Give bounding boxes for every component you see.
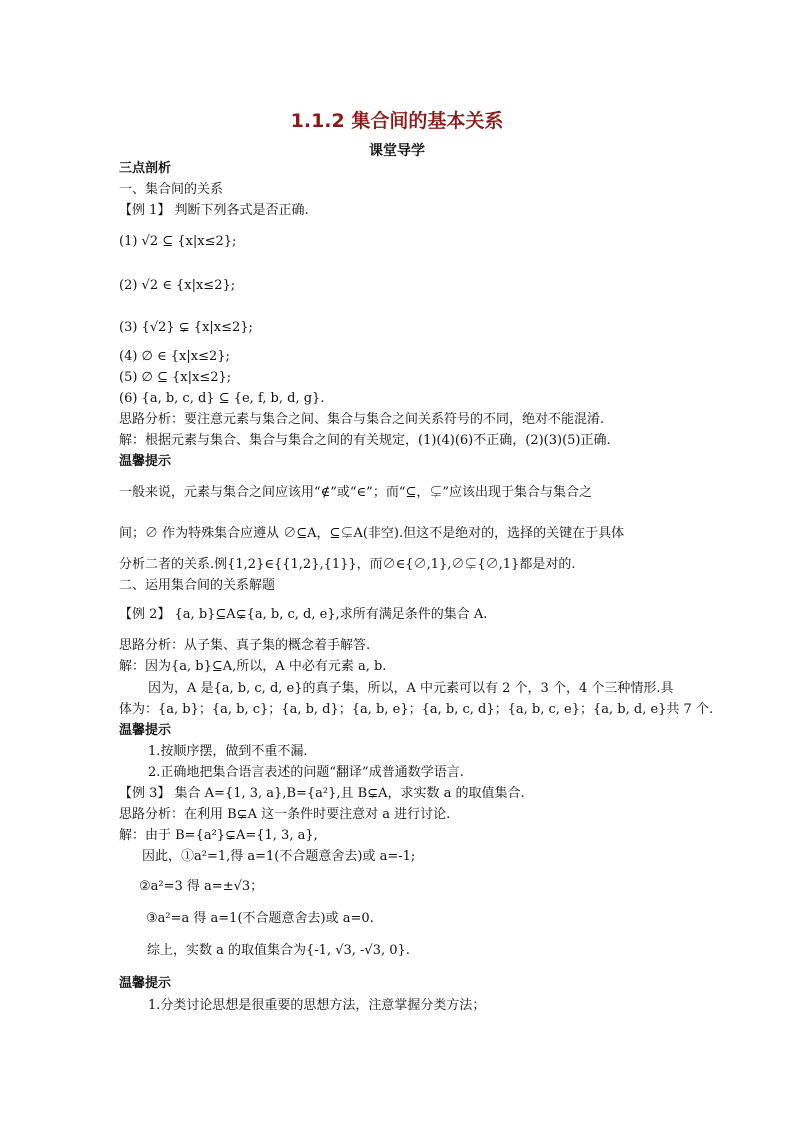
- example-heading: 【例 2】 {a, b}⊆A⊊{a, b, c, d, e},求所有满足条件的集合 A.: [119, 607, 488, 622]
- doc-line: 因为，A 是{a, b, c, d, e}的真子集，所以，A 中元素可以有 2 个，3 个，4 个三种情形.具: [148, 681, 674, 696]
- solution-text: 解：因为{a, b}⊆A,所以，A 中必有元素 a, b.: [119, 659, 387, 674]
- doc-line: (4) ∅ ∈ {x|x≤2};: [119, 349, 230, 364]
- doc-line: (6) {a, b, c, d} ⊆ {e, f, b, d, g}.: [119, 391, 325, 406]
- doc-line: 综上，实数 a 的取值集合为{-1, √3, -√3, 0}.: [147, 943, 410, 958]
- section-heading: 三点剖析: [119, 161, 172, 176]
- example-heading: 【例 3】 集合 A={1, 3, a},B={a²},且 B⊊A，求实数 a 的取值集合.: [119, 786, 525, 801]
- doc-line: 1.按顺序摆，做到不重不漏.: [148, 744, 308, 759]
- doc-line: 1.分类讨论思想是很重要的思想方法，注意掌握分类方法；: [148, 998, 486, 1013]
- doc-line: 因此，①a²=1,得 a=1(不合题意舍去)或 a=-1;: [142, 849, 416, 864]
- solution-text: 解：根据元素与集合、集合与集合之间的有关规定，(1)(4)(6)不正确，(2)(3)(5)正确.: [119, 433, 611, 448]
- doc-line: 间；∅ 作为特殊集合应遵从 ∅⊆A，⊆⊊A(非空).但这不是绝对的，选择的关键在于具体: [119, 526, 625, 541]
- tip-heading: 温馨提示: [119, 976, 172, 991]
- doc-line: 分析二者的关系.例{1,2}∈{{1,2},{1}}，而∅∈{∅,1},∅⊊{∅,1}都是对的.: [119, 557, 576, 572]
- doc-line: (1) √2 ⊆ {x|x≤2};: [119, 234, 237, 249]
- doc-line: 2.正确地把集合语言表述的问题“翻译”成普通数学语言.: [148, 765, 464, 780]
- tip-heading: 温馨提示: [119, 723, 172, 738]
- doc-subtitle: 课堂导学: [369, 143, 425, 159]
- doc-line: (3) {√2} ⊊ {x|x≤2};: [119, 320, 253, 335]
- example-heading: 【例 1】 判断下列各式是否正确.: [119, 203, 309, 218]
- doc-line: (2) √2 ∈ {x|x≤2};: [119, 278, 236, 293]
- analysis-text: 思路分析：从子集、真子集的概念着手解答.: [119, 638, 371, 653]
- doc-line: ③a²=a 得 a=1(不合题意舍去)或 a=0.: [146, 911, 374, 926]
- doc-line: ②a²=3 得 a=±√3；: [139, 879, 264, 894]
- tip-heading: 温馨提示: [119, 454, 172, 469]
- analysis-text: 思路分析：要注意元素与集合之间、集合与集合之间关系符号的不同，绝对不能混淆.: [119, 412, 605, 427]
- section-heading: 二、运用集合间的关系解题: [119, 578, 276, 593]
- section-heading: 一、集合间的关系: [119, 182, 224, 197]
- doc-line: 一般来说，元素与集合之间应该用“∉”或“∈”；而“⊆，⊊”应该出现于集合与集合之: [119, 485, 593, 500]
- analysis-text: 思路分析：在利用 B⊊A 这一条件时要注意对 a 进行讨论.: [119, 807, 451, 822]
- doc-line: (5) ∅ ⊆ {x|x≤2};: [119, 370, 232, 385]
- doc-line: 体为：{a, b}；{a, b, c}；{a, b, d}；{a, b, e}；{a, b, c, d}；{a, b, c, e}；{a, b, d, e}共 7 个.: [119, 702, 714, 717]
- doc-title: 1.1.2 集合间的基本关系: [290, 110, 504, 132]
- solution-text: 解：由于 B={a²}⊊A={1, 3, a},: [119, 828, 318, 843]
